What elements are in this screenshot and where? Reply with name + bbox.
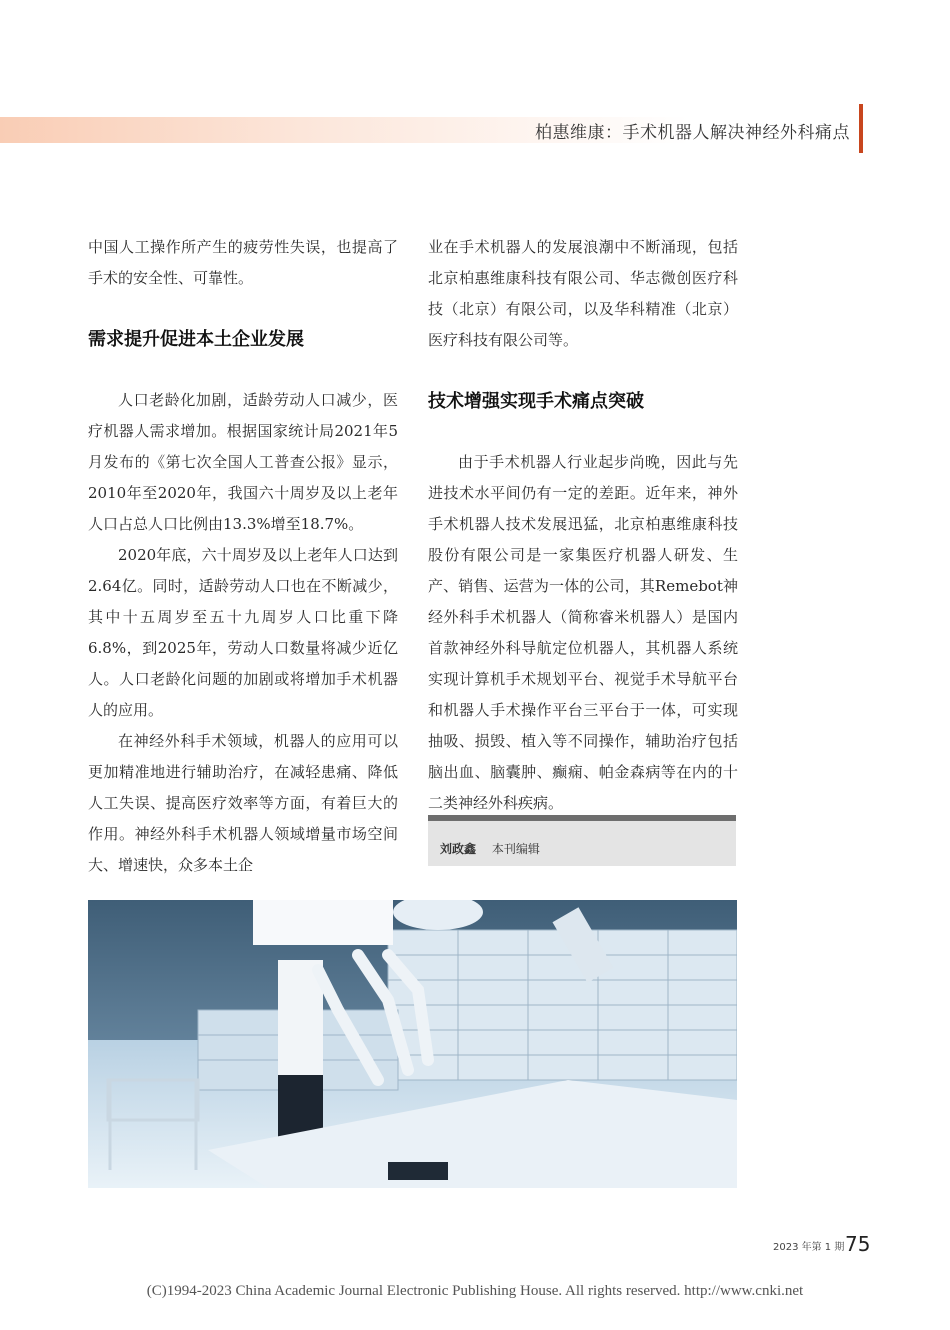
paragraph: 由于手术机器人行业起步尚晚，因此与先进技术水平间仍有一定的差距。近年来，神外手术机器人技术发展迅猛，北京柏惠维康科技股份有限公司是一家集医疗机器人研发、生产、销售、运营为一体的公司，其Remebot神经外科手术机器人（简称睿米机器人）是国内首款神经外科导航定位机器人，其机器人系统实现计算机手术规划平台、视觉手术导航平台和机器人手术操作平台三平台于一体，可实现抽吸、损毁、植入等不同操作，辅助治疗包括脑出血、脑囊肿、癫痫、帕金森病等在内的十二类神经外科疾病。 <box>428 453 738 812</box>
editor-credit <box>428 815 736 866</box>
paragraph: 中国人工操作所产生的疲劳性失误，也提高了手术的安全性、可靠性。 <box>88 238 398 287</box>
surgical-robot-illustration <box>88 900 737 1188</box>
copyright-notice: (C)1994-2023 China Academic Journal Electronic Publishing House. All rights reserved. http://www.cnki.net <box>146 1283 804 1299</box>
editor-role: 本刊编辑 <box>491 842 540 856</box>
article-title: 柏惠维康：手术机器人解决神经外科痛点 <box>535 123 850 143</box>
editor-name: 刘政鑫 <box>440 842 477 856</box>
section-heading: 技术增强实现手术痛点突破 <box>428 391 644 412</box>
page-number: 75 <box>845 1232 871 1256</box>
issue-label: 2023 年第 1 期 <box>773 1242 845 1253</box>
section-heading: 需求提升促进本土企业发展 <box>88 329 304 350</box>
paragraph: 在神经外科手术领域，机器人的应用可以更加精准地进行辅助治疗，在减轻患痛、降低人工失误、提高医疗效率等方面，有着巨大的作用。神经外科手术机器人领域增量市场空间大、增速快，众多本土企 <box>88 732 398 874</box>
paragraph: 人口老龄化加剧，适龄劳动人口减少，医疗机器人需求增加。根据国家统计局2021年5月发布的《第七次全国人工普查公报》显示，2010年至2020年，我国六十周岁及以上老年人口占总人口比例由13.3%增至18.7%。 <box>88 391 398 533</box>
left-column <box>88 232 398 881</box>
header-accent-bar <box>859 104 863 153</box>
right-column <box>428 232 738 819</box>
paragraph: 业在手术机器人的发展浪潮中不断涌现，包括北京柏惠维康科技有限公司、华志微创医疗科技（北京）有限公司，以及华科精准（北京）医疗科技有限公司等。 <box>428 238 738 349</box>
paragraph: 2020年底，六十周岁及以上老年人口达到2.64亿。同时，适龄劳动人口也在不断减少，其中十五周岁至五十九周岁人口比重下降6.8%，到2025年，劳动人口数量将减少近亿人。人口老龄化问题的加剧或将增加手术机器人的应用。 <box>88 546 398 719</box>
surgical-robot-photo <box>88 900 737 1188</box>
